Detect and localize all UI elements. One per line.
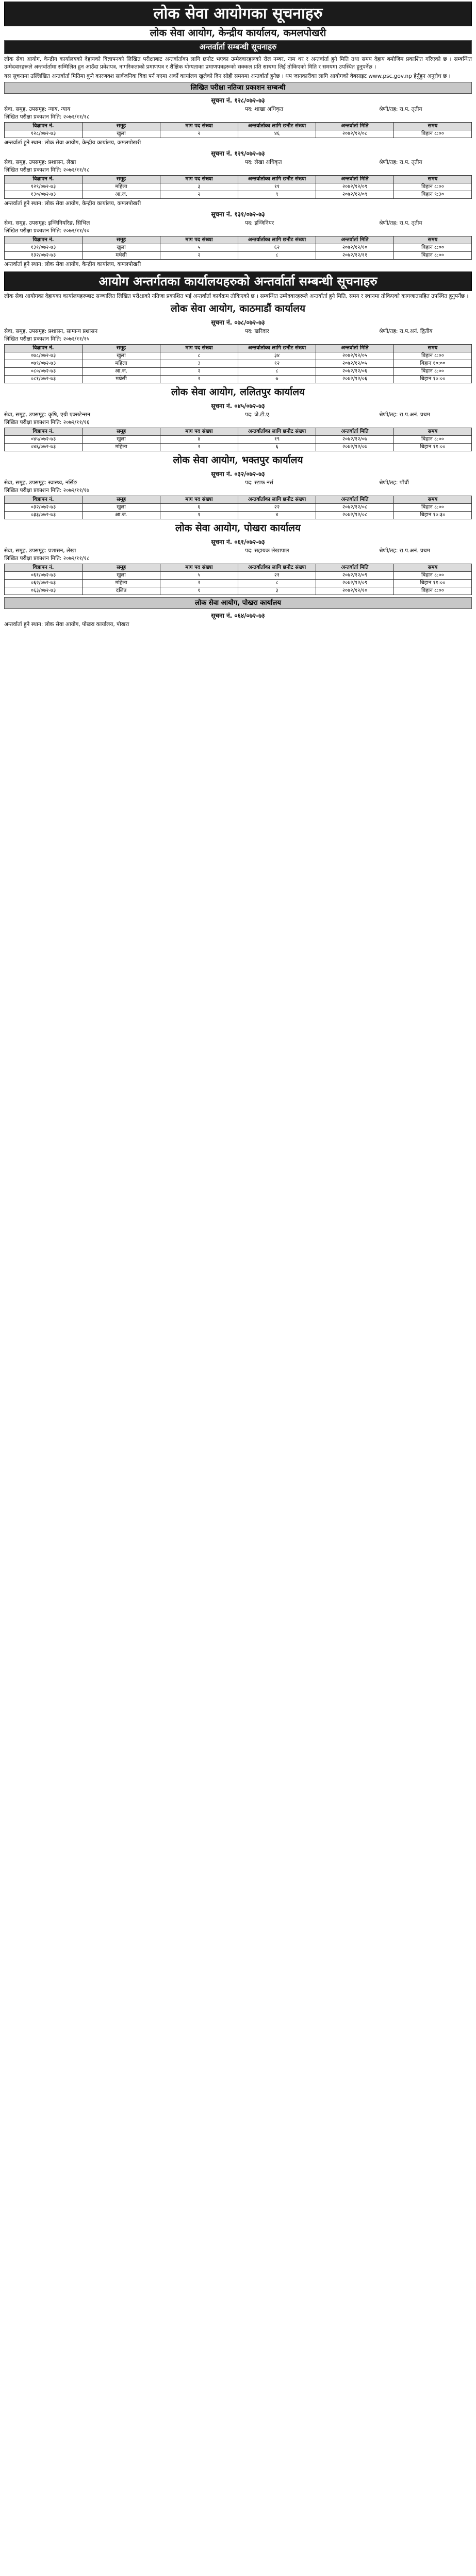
table-cell: बिहान ८:०० (394, 436, 472, 444)
column-header: अन्तर्वार्ताका लागि छनौट संख्या (238, 176, 316, 183)
table-cell: ५ (160, 572, 238, 580)
column-header: माग पद संख्या (160, 496, 238, 504)
table-cell: २०७२/१२/१० (316, 244, 394, 252)
notice-block (4, 318, 472, 383)
table-cell: ०८०/०७२-७३ (5, 368, 83, 376)
column-header: समय (394, 123, 472, 130)
column-header: समय (394, 236, 472, 244)
page (4, 2, 472, 629)
notice-meta-item: पद: सहायक लेखापाल (245, 548, 289, 554)
notice-meta-item: पद: शाखा अधिकृत (245, 106, 284, 112)
notice-meta-item: पद: खरिदार (245, 328, 269, 334)
table-row (5, 504, 472, 512)
column-header: समय (394, 345, 472, 352)
table-row (5, 252, 472, 260)
notice-block (4, 210, 472, 268)
table-cell: २०७२/१२/०७ (316, 436, 394, 444)
footer-notice-head: सूचना नं. ०६४/०७२-७३ (211, 612, 265, 619)
table-cell: २०७२/१२/०६ (316, 376, 394, 383)
table-row (5, 436, 472, 444)
table-cell: २०७२/१२/०७ (316, 444, 394, 451)
table-cell: बिहान ८:०० (394, 252, 472, 260)
notice-meta (4, 479, 472, 487)
column-header: माग पद संख्या (160, 345, 238, 352)
column-header: विज्ञापन नं. (5, 236, 83, 244)
table-cell: २ (160, 130, 238, 138)
notice-meta-item: सेवा, समूह, उपसमूह: स्वास्थ्य, नर्सिङ (4, 480, 77, 486)
notice-meta-item: सेवा, समूह, उपसमूह: प्रशासन, लेखा (4, 548, 76, 554)
column-header: समूह (83, 236, 160, 244)
table-cell: ८ (238, 252, 316, 260)
notice-meta (4, 219, 472, 227)
column-header: अन्तर्वार्ताका लागि छनौट संख्या (238, 345, 316, 352)
table-cell: खुला (83, 130, 160, 138)
notice-head: सूचना नं. १३१/०७२-७३ (211, 211, 265, 218)
office-title: लोक सेवा आयोग, केन्द्रीय कार्यालय, कमलपोखरी (150, 27, 326, 39)
table-cell: मधेसी (83, 376, 160, 383)
table-cell: ०७८/०७२-७३ (5, 352, 83, 360)
column-header: समय (394, 496, 472, 504)
notice-block (4, 537, 472, 595)
column-header: अन्तर्वार्ता मिति (316, 496, 394, 504)
notice-extra: अन्तर्वार्ता हुने स्थान: लोक सेवा आयोग, केन्द्रीय कार्यालय, कमलपोखरी (4, 140, 141, 146)
table-cell: ०८१/०७२-७३ (5, 376, 83, 383)
table-cell: २०७२/१२/१० (316, 587, 394, 595)
table-cell: महिला (83, 444, 160, 451)
table-header-row (5, 428, 472, 436)
office-name: लोक सेवा आयोग, भक्तपुर कार्यालय (173, 454, 303, 466)
table-cell: आ.ज. (83, 368, 160, 376)
notice-block (4, 96, 472, 147)
table-cell: २०७२/१२/०८ (316, 130, 394, 138)
table-cell: ४ (238, 512, 316, 519)
notice-meta-item: पद: लेखा अधिकृत (245, 159, 282, 165)
notice-meta-item: श्रेणी/तह: रा.प. तृतीय (379, 159, 422, 165)
table-cell: ३ (160, 360, 238, 368)
notice-extra: अन्तर्वार्ता हुने स्थान: लोक सेवा आयोग, केन्द्रीय कार्यालय, कमलपोखरी (4, 200, 141, 207)
table-row (5, 587, 472, 595)
table-row (5, 191, 472, 199)
table-header-row (5, 123, 472, 130)
column-header: विज्ञापन नं. (5, 345, 83, 352)
notice-meta-item: सेवा, समूह, उपसमूह: कृषि, एग्री एक्सटेन्सन (4, 412, 90, 418)
table-cell: खुला (83, 504, 160, 512)
table-cell: ३ (160, 183, 238, 191)
table-cell: ४ (160, 436, 238, 444)
column-header: विज्ञापन नं. (5, 564, 83, 572)
table-cell: १२८/०७२-७३ (5, 130, 83, 138)
column-header: समय (394, 176, 472, 183)
notice-meta-item: श्रेणी/तह: रा.प. तृतीय (379, 106, 422, 112)
column-header: समूह (83, 496, 160, 504)
table-cell: मधेसी (83, 252, 160, 260)
notice-meta (4, 411, 472, 419)
notice-meta-item: पद: इन्जिनियर (245, 220, 274, 226)
table-cell: ४६ (238, 130, 316, 138)
column-header: अन्तर्वार्ता मिति (316, 345, 394, 352)
interview-table (4, 496, 472, 519)
table-cell: बिहान ८:०० (394, 368, 472, 376)
table-header-row (5, 176, 472, 183)
notice-meta-item: सेवा, समूह, उपसमूह: न्याय, न्याय (4, 106, 71, 112)
table-cell: २ (160, 444, 238, 451)
interview-table (4, 344, 472, 383)
table-header-row (5, 236, 472, 244)
section1-notices (4, 96, 472, 268)
table-cell: २०७२/१२/०९ (316, 580, 394, 587)
page-title: लोक सेवा आयोगका सूचनाहरु (4, 2, 472, 26)
table-cell: ०३३/०७२-७३ (5, 512, 83, 519)
column-header: अन्तर्वार्ताका लागि छनौट संख्या (238, 428, 316, 436)
table-cell: २ (160, 368, 238, 376)
column-header: अन्तर्वार्ता मिति (316, 123, 394, 130)
interview-table (4, 564, 472, 595)
column-header: माग पद संख्या (160, 428, 238, 436)
table-cell: १२ (238, 360, 316, 368)
section2-offices (4, 302, 472, 595)
table-cell: ०४६/०७२-७३ (5, 444, 83, 451)
table-cell: २०७२/१२/०९ (316, 572, 394, 580)
table-cell: खुला (83, 572, 160, 580)
notice-line: लिखित परीक्षा प्रकाशन मिति: २०७२/११/१८ (4, 167, 90, 173)
column-header: विज्ञापन नं. (5, 496, 83, 504)
table-header-row (5, 496, 472, 504)
notice-head: सूचना नं. ०३२/०७२-७३ (211, 470, 265, 478)
column-header: माग पद संख्या (160, 123, 238, 130)
notice-line: लिखित परीक्षा प्रकाशन मिति: २०७२/११/२० (4, 228, 90, 234)
table-row (5, 572, 472, 580)
table-cell: २ (160, 191, 238, 199)
column-header: अन्तर्वार्ता मिति (316, 236, 394, 244)
table-cell: बिहान ८:०० (394, 130, 472, 138)
table-row (5, 444, 472, 451)
table-cell: महिला (83, 183, 160, 191)
table-cell: ६२ (238, 244, 316, 252)
column-header: माग पद संख्या (160, 176, 238, 183)
table-cell: खुला (83, 244, 160, 252)
table-cell: ५ (160, 244, 238, 252)
column-header: समूह (83, 428, 160, 436)
footer-line: अन्तर्वार्ता हुने स्थान: लोक सेवा आयोग, पोखरा कार्यालय, पोखरा (4, 621, 129, 628)
notice-block (4, 149, 472, 208)
interview-table (4, 428, 472, 451)
table-row (5, 368, 472, 376)
column-header: समूह (83, 564, 160, 572)
table-cell: २०७२/१२/०५ (316, 352, 394, 360)
table-cell: आ.ज. (83, 512, 160, 519)
table-cell: २२ (238, 504, 316, 512)
column-header: समूह (83, 176, 160, 183)
notice-meta (4, 106, 472, 113)
notice-meta-item: श्रेणी/तह: रा.प.अनं. प्रथम (379, 548, 430, 554)
notice-line: लिखित परीक्षा प्रकाशन मिति: २०७२/११/१८ (4, 114, 90, 120)
table-cell: दलित (83, 587, 160, 595)
table-cell: ८ (238, 580, 316, 587)
notice-extra: अन्तर्वार्ता हुने स्थान: लोक सेवा आयोग, केन्द्रीय कार्यालय, कमलपोखरी (4, 261, 141, 267)
table-cell: २०७२/१२/११ (316, 252, 394, 260)
section2-title: आयोग अन्तर्गतका कार्यालयहरुको अन्तर्वार्ता सम्बन्धी सूचनाहरु (4, 272, 472, 291)
table-cell: बिहान १०:०० (394, 376, 472, 383)
notice-meta-item: सेवा, समूह, उपसमूह: प्रशासन, सामान्य प्रशासन (4, 328, 98, 334)
table-cell: २०७२/१२/०५ (316, 360, 394, 368)
notice-meta-item: पद: स्टाफ नर्स (245, 480, 273, 486)
table-cell: बिहान ११:०० (394, 444, 472, 451)
table-row (5, 183, 472, 191)
table-cell: १९ (238, 436, 316, 444)
column-header: अन्तर्वार्ताका लागि छनौट संख्या (238, 564, 316, 572)
notice-head: सूचना नं. ०४५/०७२-७३ (211, 402, 265, 410)
table-cell: खुला (83, 436, 160, 444)
table-header-row (5, 345, 472, 352)
column-header: समूह (83, 123, 160, 130)
table-cell: ११ (238, 183, 316, 191)
column-header: समूह (83, 345, 160, 352)
table-row (5, 580, 472, 587)
table-cell: १ (160, 587, 238, 595)
table-cell: बिहान ८:०० (394, 504, 472, 512)
column-header: अन्तर्वार्ताका लागि छनौट संख्या (238, 496, 316, 504)
adv-bar: लिखित परीक्षा नतिजा प्रकाशन सम्बन्धी (4, 82, 472, 94)
notice-line: लिखित परीक्षा प्रकाशन मिति: २०७२/११/१६ (4, 419, 90, 426)
table-cell: ०६१/०७२-७३ (5, 572, 83, 580)
table-cell: बिहान ८:०० (394, 587, 472, 595)
table-cell: बिहान ८:०० (394, 244, 472, 252)
table-cell: २ (160, 252, 238, 260)
notice-head: सूचना नं. ०७८/०७२-७३ (211, 319, 265, 326)
table-cell: २ (160, 580, 238, 587)
table-cell: २०७२/१२/०८ (316, 504, 394, 512)
notice-meta-item: श्रेणी/तह: रा.प.अनं. प्रथम (379, 412, 430, 418)
table-cell: २०७२/१२/०८ (316, 512, 394, 519)
table-cell: महिला (83, 360, 160, 368)
table-cell: ६ (160, 504, 238, 512)
notice-meta (4, 547, 472, 555)
table-cell: ८ (160, 352, 238, 360)
table-row (5, 244, 472, 252)
notice-head: सूचना नं. १२८/०७२-७३ (211, 97, 265, 104)
column-header: अन्तर्वार्ता मिति (316, 564, 394, 572)
table-cell: ०६२/०७२-७३ (5, 580, 83, 587)
column-header: विज्ञापन नं. (5, 428, 83, 436)
table-cell: ३ (238, 587, 316, 595)
table-cell: ९ (238, 191, 316, 199)
table-cell: ०७९/०७२-७३ (5, 360, 83, 368)
table-cell: १२९/०७२-७३ (5, 183, 83, 191)
column-header: अन्तर्वार्ता मिति (316, 176, 394, 183)
table-cell: ०६३/०७२-७३ (5, 587, 83, 595)
table-cell: बिहान ८:०० (394, 183, 472, 191)
table-cell: बिहान ११:०० (394, 580, 472, 587)
table-cell: बिहान ८:०० (394, 352, 472, 360)
notice-meta-item: श्रेणी/तह: रा.प.अनं. द्वितीय (379, 328, 433, 334)
footer-band: लोक सेवा आयोग, पोखरा कार्यालय (4, 597, 472, 609)
column-header: अन्तर्वार्ताका लागि छनौट संख्या (238, 123, 316, 130)
table-cell: २०७२/१२/०६ (316, 368, 394, 376)
notice-line: लिखित परीक्षा प्रकाशन मिति: २०७२/११/१७ (4, 487, 90, 494)
table-cell: १३१/०७२-७३ (5, 244, 83, 252)
interview-table (4, 122, 472, 138)
office-name: लोक सेवा आयोग, पोखरा कार्यालय (175, 522, 301, 534)
table-cell: बिहान १०:३० (394, 512, 472, 519)
office-name: लोक सेवा आयोग, ललितपुर कार्यालय (171, 386, 305, 398)
table-row (5, 130, 472, 138)
table-cell: २०७२/१२/०९ (316, 183, 394, 191)
column-header: समय (394, 428, 472, 436)
table-cell: ७ (238, 376, 316, 383)
table-row (5, 360, 472, 368)
table-cell: ८ (238, 368, 316, 376)
office-name: लोक सेवा आयोग, काठमाडौं कार्यालय (170, 303, 306, 314)
notice-meta-item: सेवा, समूह, उपसमूह: प्रशासन, लेखा (4, 159, 76, 165)
table-cell: ०४५/०७२-७३ (5, 436, 83, 444)
section1-para1: लोक सेवा आयोग, केन्द्रीय कार्यालयको देहायको विज्ञापनको लिखित परीक्षाबाट अन्तर्वार्ताका लागि छनौट भएका उम्मेदवारहरूको रोल नम्बर, नाम थर र अन्तर्वार्ता हुने मिति तथा समय देहाय बमोजिम प्रकाशित गरिएको छ । सम्बन्धित उम्मेदवारहरूले अन्तर्वार्तामा सम्मिलित हुन आउँदा प्रवेशपत्र, नागरिकताको प्रमाणपत्र र शैक्षिक योग्यताका प्रमाणपत्रहरूको सक्कल प्रति साथमा लिई तोकिएको मिति र समयमा उपस्थित हुनुपर्नेछ । (4, 56, 472, 70)
table-row (5, 352, 472, 360)
section2-para: लोक सेवा आयोगका देहायका कार्यालयहरूबाट सञ्चालित लिखित परीक्षाको नतिजा प्रकाशित भई अन्तर्वार्ता कार्यक्रम तोकिएको छ । सम्बन्धित उम्मेदवारहरूले अन्तर्वार्ता हुने मिति, समय र स्थानमा तोकिएको कागजातसहित उपस्थित हुनुपर्नेछ । (4, 293, 469, 299)
table-cell: ६ (238, 444, 316, 451)
section1-title: अन्तर्वार्ता सम्बन्धी सूचनाहरु (4, 40, 472, 54)
notice-meta-item: श्रेणी/तह: पाँचौं (379, 480, 409, 486)
column-header: विज्ञापन नं. (5, 123, 83, 130)
table-cell: बिहान ९:३० (394, 191, 472, 199)
column-header: अन्तर्वार्ताका लागि छनौट संख्या (238, 236, 316, 244)
table-header-row (5, 564, 472, 572)
notice-line: लिखित परीक्षा प्रकाशन मिति: २०७२/११/१८ (4, 555, 90, 562)
table-cell: २०७२/१२/०९ (316, 191, 394, 199)
table-row (5, 376, 472, 383)
notice-block (4, 401, 472, 451)
table-cell: बिहान ८:०० (394, 572, 472, 580)
notice-meta (4, 328, 472, 335)
column-header: माग पद संख्या (160, 564, 238, 572)
table-cell: ३४ (238, 352, 316, 360)
table-cell: २ (160, 376, 238, 383)
table-cell: १३०/०७२-७३ (5, 191, 83, 199)
table-cell: २१ (238, 572, 316, 580)
table-cell: १३२/०७२-७३ (5, 252, 83, 260)
column-header: विज्ञापन नं. (5, 176, 83, 183)
notice-meta-item: श्रेणी/तह: रा.प. तृतीय (379, 220, 422, 226)
table-cell: आ.ज. (83, 191, 160, 199)
table-cell: महिला (83, 580, 160, 587)
notice-head: सूचना नं. ०६१/०७२-७३ (211, 538, 265, 546)
column-header: अन्तर्वार्ता मिति (316, 428, 394, 436)
table-cell: ०३२/०७२-७३ (5, 504, 83, 512)
notice-meta (4, 159, 472, 166)
table-cell: खुला (83, 352, 160, 360)
notice-block (4, 469, 472, 519)
column-header: माग पद संख्या (160, 236, 238, 244)
notice-meta-item: सेवा, समूह, उपसमूह: इन्जिनियरिङ, सिभिल (4, 220, 90, 226)
table-row (5, 512, 472, 519)
interview-table (4, 175, 472, 199)
table-cell: १ (160, 512, 238, 519)
interview-table (4, 236, 472, 260)
notice-head: सूचना नं. १२९/०७२-७३ (211, 150, 265, 157)
section1-para2: यस सूचनामा उल्लिखित अन्तर्वार्ता मितिमा कुनै कारणवश सार्वजनिक बिदा पर्न गएमा अर्को कार्यालय खुलेको दिन सोही समयमा अन्तर्वार्ता हुनेछ । थप जानकारीका लागि आयोगको वेबसाइट www.psc.gov.np हेर्नुहुन अनुरोध छ । (4, 73, 451, 79)
notice-meta-item: पद: जे.टी.ए. (245, 412, 271, 418)
column-header: समय (394, 564, 472, 572)
notice-line: लिखित परीक्षा प्रकाशन मिति: २०७२/११/१५ (4, 336, 90, 342)
table-cell: बिहान १०:०० (394, 360, 472, 368)
